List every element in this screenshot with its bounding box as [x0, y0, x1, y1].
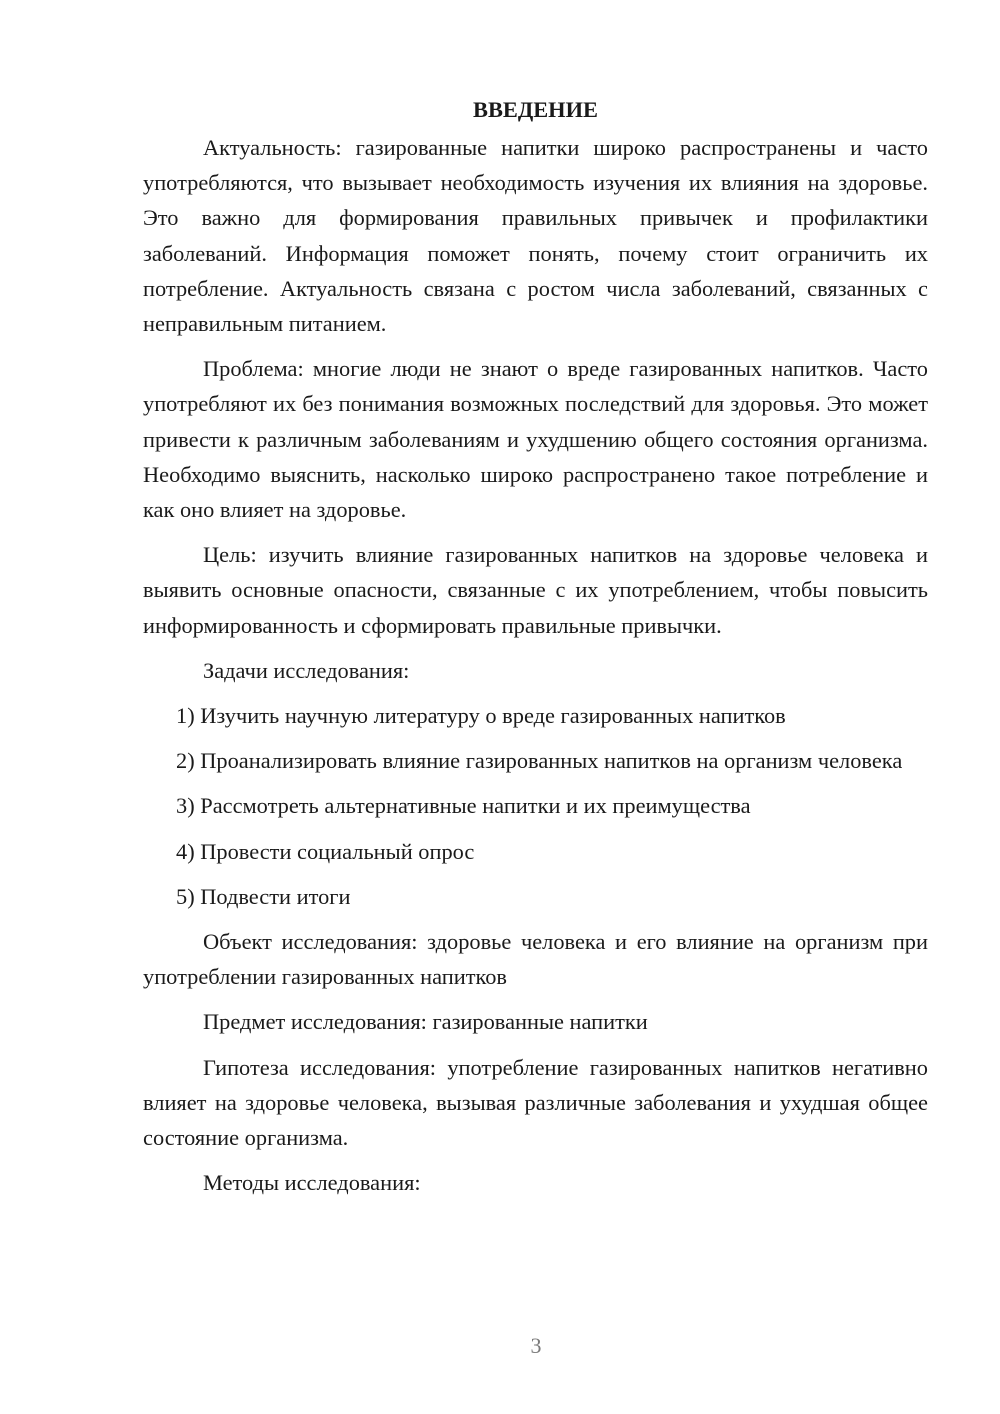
hypothesis-paragraph: Гипотеза исследования: употребление газированных напитков негативно влияет на здоровье человека, вызывая различные заболевания и ухудшая общее состояние организма.: [143, 1054, 928, 1151]
tasks-list: [143, 698, 928, 914]
document-page: [143, 92, 928, 1210]
task-item: 3) Рассмотреть альтернативные напитки и их преимущества: [176, 793, 751, 819]
object-paragraph: Объект исследования: здоровье человека и его влияние на организм при употреблении газированных напитков: [143, 929, 928, 990]
tasks-heading: Задачи исследования:: [203, 657, 410, 683]
task-item: 2) Проанализировать влияние газированных напитков на организм человека: [176, 748, 903, 774]
relevance-paragraph: Актуальность: газированные напитки широко распространены и часто употребляются, что вызывает необходимость изучения их влияния на здоровье. Это важно для формирования правильных привычек и профилактики заболеваний. Информация поможет понять, почему стоит ограничить их потребление. Актуальность связана с ростом числа заболеваний, связанных с неправильным питанием.: [143, 135, 928, 337]
task-item: 1) Изучить научную литературу о вреде газированных напитков: [176, 703, 786, 729]
subject-paragraph: Предмет исследования: газированные напитки: [203, 1009, 648, 1035]
goal-paragraph: Цель: изучить влияние газированных напитков на здоровье человека и выявить основные опасности, связанные с их употреблением, чтобы повысить информированность и сформировать правильные привычки.: [143, 542, 928, 638]
section-title: ВВЕДЕНИЕ: [473, 97, 598, 122]
problem-paragraph: Проблема: многие люди не знают о вреде газированных напитков. Часто употребляют их без понимания возможных последствий для здоровья. Это может привести к различным заболеваниям и ухудшению общего состояния организма. Необходимо выяснить, насколько широко распространено такое потребление и как оно влияет на здоровье.: [143, 356, 928, 523]
page-number: 3: [530, 1333, 542, 1358]
task-item: 4) Провести социальный опрос: [176, 838, 475, 864]
methods-heading: Методы исследования:: [203, 1170, 421, 1196]
task-item: 5) Подвести итоги: [176, 883, 351, 909]
